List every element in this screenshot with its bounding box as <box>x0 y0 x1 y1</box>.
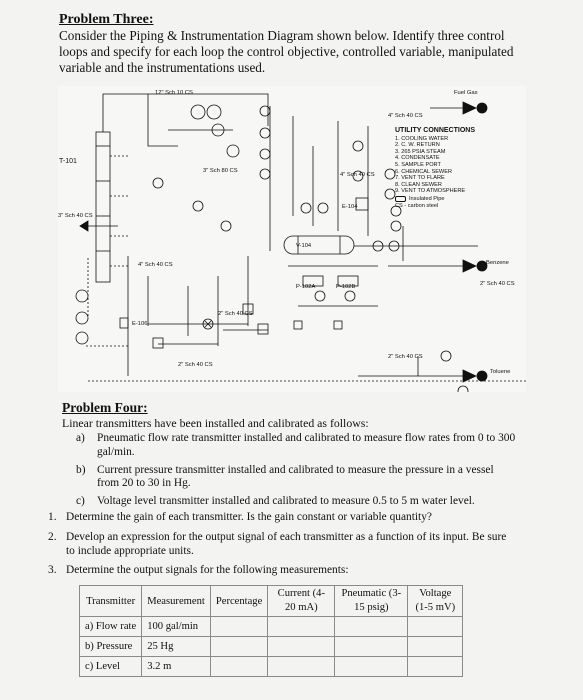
label-p102b: P-102B <box>336 284 356 290</box>
item-text: Current pressure transmitter installed and calibrated to measure the pressure in a vessel from 20 to 30 in Hg. <box>97 463 494 490</box>
list-item <box>48 511 518 525</box>
insulated-pipe-label: Insulated Pipe <box>409 195 445 202</box>
table-cell: 3.2 m <box>142 657 211 677</box>
item-label: 2. <box>48 530 57 543</box>
table-cell: c) Level <box>80 657 142 677</box>
item-label: 3. <box>48 564 57 577</box>
header-measurement: Measurement <box>142 586 211 617</box>
utility-item: 3. 265 PSIA STEAM <box>395 148 446 155</box>
label-t101: T-101 <box>59 158 77 165</box>
table-cell <box>210 657 267 677</box>
label-e106: E-106 <box>132 321 148 327</box>
table-cell <box>335 617 408 637</box>
label-sch40-bottom: 2" Sch 40 CS <box>178 362 213 368</box>
label-e104: E-104 <box>342 204 358 210</box>
utility-item: 1. COOLING WATER <box>395 135 449 142</box>
problem-three-body: Consider the Piping & Instrumentation Diagram shown below. Identify three control loops and specify for each loop the control objective, controlled variable, manipulated variable and the instrumentations used. <box>59 28 514 75</box>
utility-title: UTILITY CONNECTIONS <box>395 127 475 134</box>
table-cell <box>335 637 408 657</box>
item-text: Determine the output signals for the following measurements: <box>66 564 349 577</box>
utility-item: 8. CLEAN SEWER <box>395 181 442 188</box>
label-top-pipe: 12" Sch 10 CS <box>155 90 193 96</box>
table-cell <box>335 657 408 677</box>
label-v104: V-104 <box>296 243 312 249</box>
label-fuel-gas: Fuel Gas <box>454 90 478 96</box>
item-label: a) <box>76 432 85 444</box>
header-percentage: Percentage <box>210 586 267 617</box>
list-item <box>76 495 516 509</box>
item-label: 1. <box>48 511 57 523</box>
table-cell: b) Pressure <box>80 637 142 657</box>
utility-item: 5. SAMPLE PORT <box>395 161 441 168</box>
item-label: c) <box>76 495 85 508</box>
tower-t101 <box>96 132 110 282</box>
table-cell: 25 Hg <box>142 637 211 657</box>
problem-three-title: Problem Three: <box>59 12 154 27</box>
table-cell: a) Flow rate <box>80 617 142 637</box>
label-sch40-tol: 2" Sch 40 CS <box>388 354 423 360</box>
item-text: Pneumatic flow rate transmitter installed and calibrated to measure flow rates from 0 to 300 gal/min. <box>97 432 516 458</box>
header-transmitter: Transmitter <box>80 586 142 617</box>
table-row <box>80 637 463 657</box>
insulated-pipe-key <box>395 196 515 203</box>
header-current: Current (4-20 mA) <box>268 586 335 617</box>
insulated-pipe-icon <box>395 196 406 202</box>
table-cell: 100 gal/min <box>142 617 211 637</box>
table-cell <box>408 657 463 677</box>
list-item <box>76 464 516 492</box>
transmitter-list <box>76 432 516 513</box>
header-pneumatic: Pneumatic (3-15 psig) <box>335 586 408 617</box>
table-cell <box>268 617 335 637</box>
problem-four-title: Problem Four: <box>62 400 148 415</box>
label-benzene: Benzene <box>486 260 509 266</box>
label-sch40-top: 4" Sch 40 CS <box>388 113 423 119</box>
label-sch40-mid: 4" Sch 40 CS <box>340 172 375 178</box>
label-p102a: P-102A <box>296 284 316 290</box>
list-item <box>76 432 516 460</box>
label-sch40-e106: 2" Sch 40 CS <box>218 311 253 317</box>
table-cell <box>268 637 335 657</box>
table-row <box>80 617 463 637</box>
utility-connections-legend <box>395 128 515 209</box>
question-list <box>48 511 518 584</box>
label-sch40-left: 3" Sch 40 CS <box>58 213 93 219</box>
table-cell <box>268 657 335 677</box>
table-cell <box>210 617 267 637</box>
utility-item: 7. VENT TO FLARE <box>395 175 445 182</box>
label-toluene: Toluene <box>490 369 511 375</box>
label-sch40-benz: 2" Sch 40 CS <box>480 281 515 287</box>
table-row <box>80 657 463 677</box>
table-cell <box>408 617 463 637</box>
utility-item: 2. C. W. RETURN <box>395 142 440 149</box>
carbon-steel-note: CS - carbon steel <box>395 202 439 209</box>
problem-four-intro: Linear transmitters have been installed and calibrated as follows: <box>62 416 369 430</box>
item-text: Voltage level transmitter installed and calibrated to measure 0.5 to 5 m water level. <box>97 495 475 508</box>
item-text: Develop an expression for the output signal of each transmitter as a function of its input. Be sure to include appropriate units. <box>66 530 507 557</box>
item-text: Determine the gain of each transmitter. Is the gain constant or variable quantity? <box>66 511 432 523</box>
table-cell <box>210 637 267 657</box>
label-sch80: 3" Sch 80 CS <box>203 168 238 174</box>
table-cell <box>408 637 463 657</box>
measurement-table <box>79 585 463 677</box>
utility-item: 4. CONDENSATE <box>395 155 440 162</box>
header-voltage: Voltage (1-5 mV) <box>408 586 463 617</box>
label-sch40-mid2: 4" Sch 40 CS <box>138 262 173 268</box>
list-item <box>48 564 518 578</box>
utility-item: 6. CHEMICAL SEWER <box>395 168 452 175</box>
table-header-row <box>80 586 463 617</box>
list-item <box>48 531 518 559</box>
utility-item: 9. VENT TO ATMOSPHERE <box>395 188 466 195</box>
item-label: b) <box>76 463 86 476</box>
